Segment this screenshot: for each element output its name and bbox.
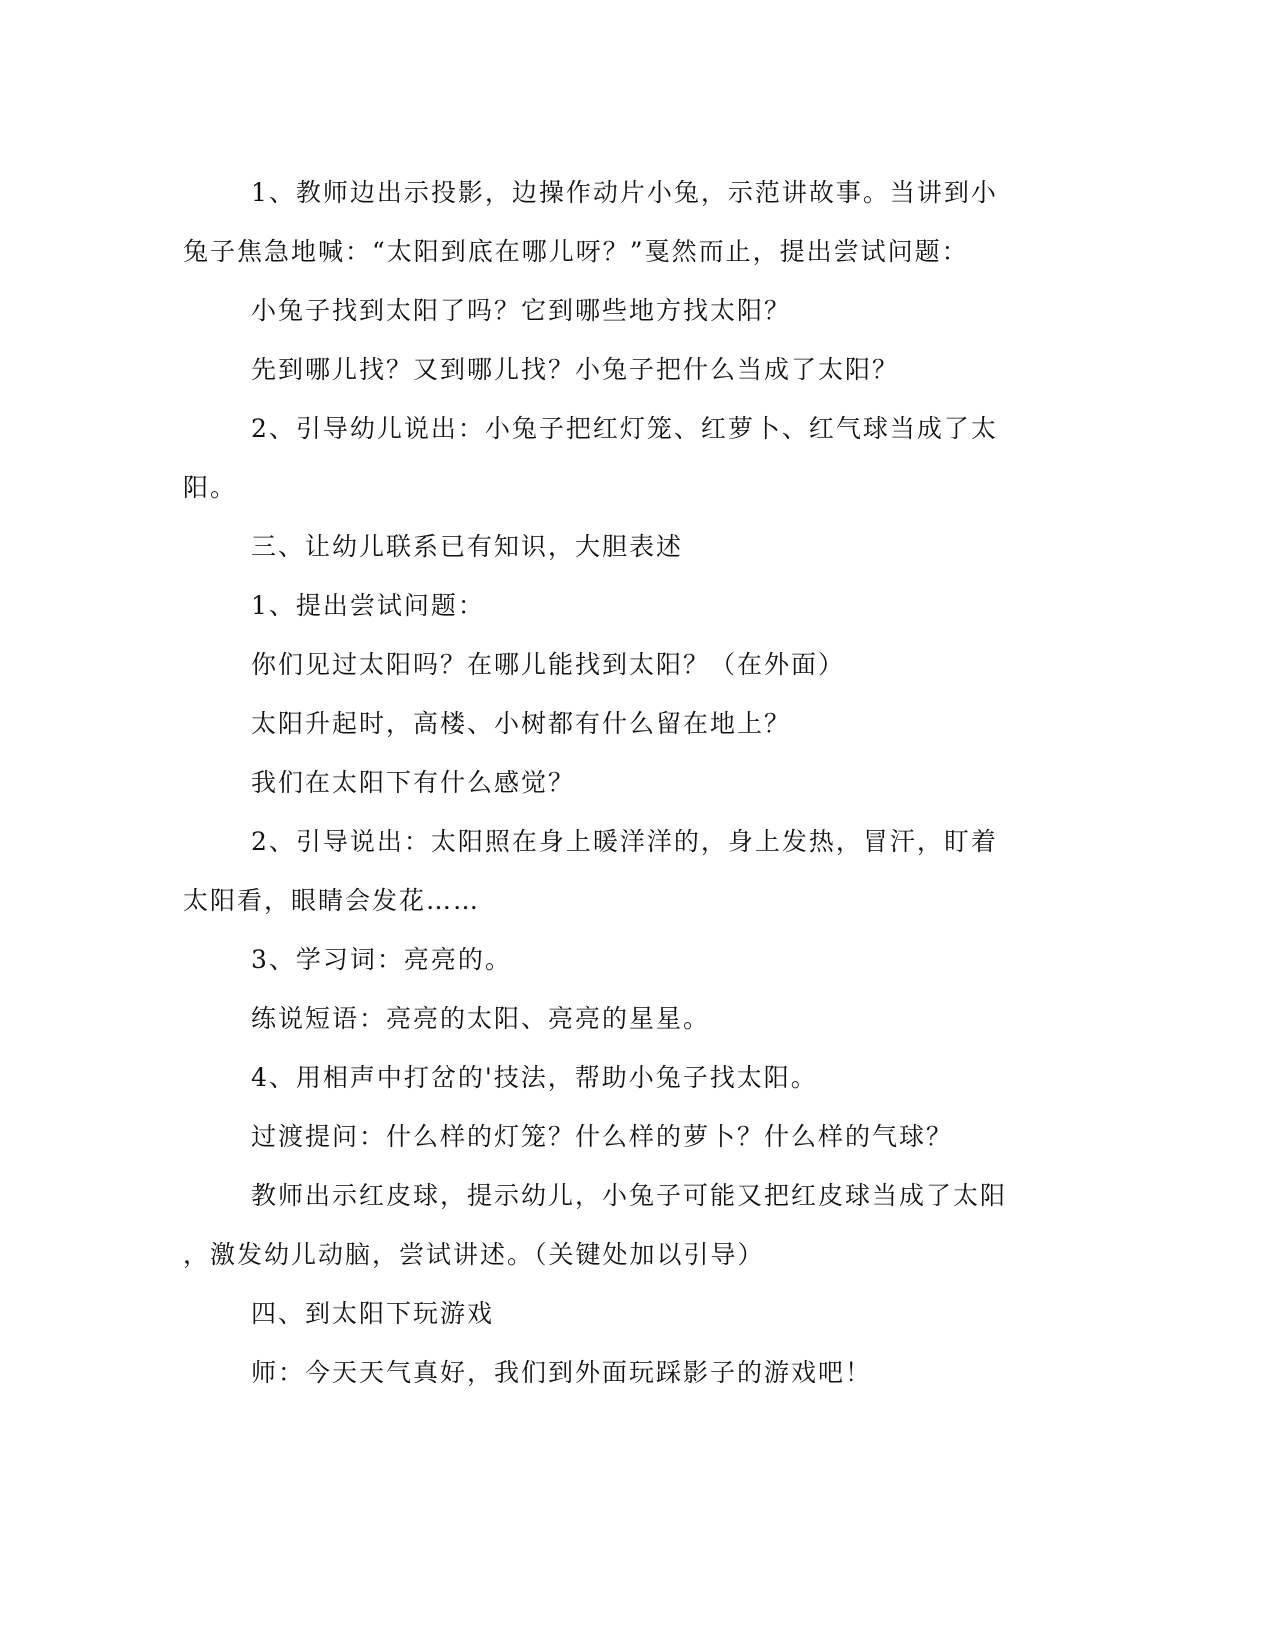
paragraph-line: 你们见过太阳吗？在哪儿能找到太阳？（在外面） (251, 650, 846, 679)
paragraph-line: 练说短语：亮亮的太阳、亮亮的星星。 (251, 1004, 711, 1033)
paragraph-line: 1、教师边出示投影，边操作动片小兔，示范讲故事。当讲到小 (251, 178, 998, 207)
paragraph-line: 2、引导幼儿说出：小兔子把红灯笼、红萝卜、红气球当成了太 (251, 414, 998, 443)
paragraph-line: 我们在太阳下有什么感觉？ (251, 768, 576, 797)
paragraph-line: 阳。 (183, 473, 238, 502)
paragraph-line: 先到哪儿找？又到哪儿找？小兔子把什么当成了太阳？ (251, 355, 900, 384)
paragraph-line: 2、引导说出：太阳照在身上暖洋洋的，身上发热，冒汗，盯着 (251, 827, 998, 856)
paragraph-line: 过渡提问：什么样的灯笼？什么样的萝卜？什么样的气球？ (251, 1122, 954, 1151)
paragraph-line: 兔子焦急地喊：“太阳到底在哪儿呀？”戛然而止，提出尝试问题： (183, 237, 969, 266)
paragraph-line: ，激发幼儿动脑，尝试讲述。（关键处加以引导） (183, 1240, 765, 1269)
paragraph-line: 太阳升起时，高楼、小树都有什么留在地上？ (251, 709, 792, 738)
document-body (183, 163, 1063, 1402)
section-heading: 四、到太阳下玩游戏 (251, 1299, 495, 1328)
paragraph-line: 3、学习词：亮亮的。 (251, 945, 512, 974)
paragraph-line: 小兔子找到太阳了吗？它到哪些地方找太阳？ (251, 296, 792, 325)
paragraph-line: 师：今天天气真好，我们到外面玩踩影子的游戏吧！ (251, 1358, 873, 1387)
paragraph-line: 教师出示红皮球，提示幼儿，小兔子可能又把红皮球当成了太阳 (251, 1181, 1008, 1210)
paragraph-line: 4、用相声中打岔的'技法，帮助小兔子找太阳。 (251, 1063, 818, 1092)
paragraph-line: 太阳看，眼睛会发花…… (183, 886, 481, 915)
paragraph-line: 1、提出尝试问题： (251, 591, 485, 620)
section-heading: 三、让幼儿联系已有知识，大胆表述 (251, 532, 684, 561)
